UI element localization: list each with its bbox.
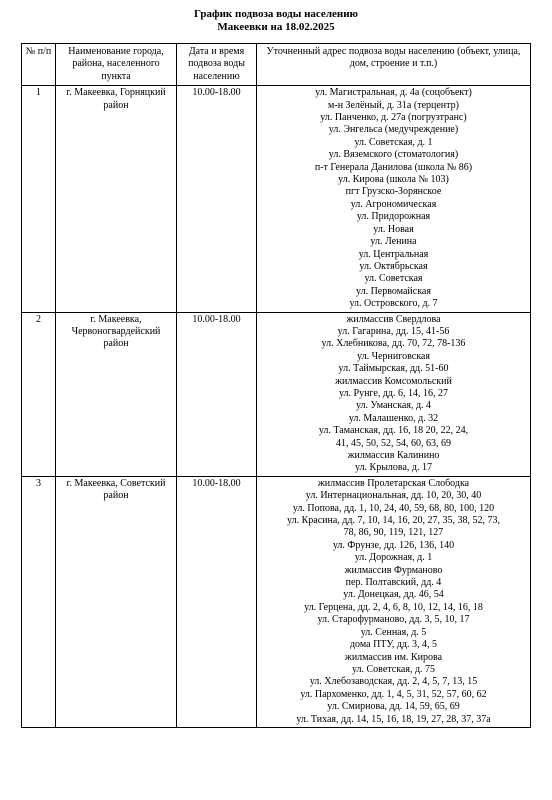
address-line: ул. Интернациональная, дд. 10, 20, 30, 40 <box>305 490 482 502</box>
header-district: Наименование города, района, населенного пункта <box>56 44 177 86</box>
address-line: ул. Уманская, д. 4 <box>355 400 432 412</box>
address-line: ул. Советская <box>364 273 423 285</box>
address-line: ул. Первомайская <box>356 285 431 297</box>
address-line: ул. Ленина <box>370 236 417 248</box>
row-number <box>22 312 56 476</box>
header-num: № п/п <box>22 44 56 86</box>
row-datetime-text: 10.00-18.00 <box>192 477 241 489</box>
address-line: ул. Красина, дд. 7, 10, 14, 16, 20, 27, 35, 38, 52, 73, <box>287 515 500 527</box>
address-line: ул. Хлебозаводская, дд. 2, 4, 5, 7, 13, 15 <box>309 676 478 688</box>
row-district-text: г. Макеевка, Советский район <box>66 477 166 502</box>
row-district <box>56 476 177 727</box>
address-line: ул. Малашенко, д. 32 <box>348 412 439 424</box>
address-line: ул. Вяземского (стоматология) <box>328 149 459 161</box>
address-line: п-т Генерала Данилова (школа № 86) <box>314 161 473 173</box>
address-line: жилмассив Свердлова <box>346 313 441 325</box>
row-addresses <box>257 86 531 312</box>
row-district-text: г. Макеевка, Горняцкий район <box>66 87 166 111</box>
row-number <box>22 476 56 727</box>
address-line: ул. Хлебникова, дд. 70, 72, 78-136 <box>321 338 466 350</box>
address-line: ул. Попова, дд. 1, 10, 24, 40, 59, 68, 80, 100, 120 <box>292 502 495 514</box>
schedule-table <box>21 43 531 728</box>
row-number-text: 3 <box>36 477 41 489</box>
address-line: ул. Энгельса (медучреждение) <box>328 124 459 136</box>
table-row <box>22 86 531 312</box>
address-line: жилмассив Пролетарская Слободка <box>317 477 470 489</box>
address-line: ул. Таймырская, дд. 51-60 <box>338 363 449 375</box>
address-line: жилмассив Калинино <box>347 450 440 461</box>
address-line: ул. Островского, д. 7 <box>349 298 438 310</box>
row-district <box>56 86 177 312</box>
address-line: ул. Старофурманово, дд. 3, 5, 10, 17 <box>317 614 470 626</box>
address-line: ул. Магистральная, д. 4а (соцобъект) <box>315 87 472 99</box>
address-line: 78, 86, 90, 119, 121, 127 <box>343 527 444 539</box>
address-line: жилмассив им. Кирова <box>344 651 443 663</box>
row-datetime-text: 10.00-18.00 <box>192 87 241 99</box>
address-line: ул. Агрономическая <box>350 198 437 210</box>
row-datetime <box>177 86 257 312</box>
address-line: ул. Кирова (школа № 103) <box>338 174 449 186</box>
address-line: ул. Гагарина, дд. 15, 41-56 <box>337 325 450 337</box>
address-line: ул. Октябрьская <box>359 260 428 272</box>
document-title <box>0 8 552 33</box>
address-line: ул. Придорожная <box>356 211 431 223</box>
address-line: ул. Пархоменко, дд. 1, 4, 5, 31, 52, 57, 60, 62 <box>300 688 487 700</box>
header-datetime: Дата и время подвоза воды населению <box>177 44 257 86</box>
address-line: ул. Тихая, дд. 14, 15, 16, 18, 19, 27, 28, 37, 37а <box>296 713 491 725</box>
row-number-text: 1 <box>36 87 41 99</box>
row-district <box>56 312 177 476</box>
address-line: ул. Центральная <box>358 248 429 260</box>
address-line: ул. Советская, д. 1 <box>354 136 433 148</box>
row-addresses <box>257 312 531 476</box>
address-line: пгт Грузско-Зорянское <box>345 186 442 198</box>
table-header-row <box>22 44 531 86</box>
table-row <box>22 312 531 476</box>
address-line: ул. Герцена, дд. 2, 4, 6, 8, 10, 12, 14, 16, 18 <box>304 601 483 613</box>
address-line: дома ПТУ, дд. 3, 4, 5 <box>349 639 438 651</box>
title-line-1: График подвоза воды населению <box>194 8 358 20</box>
address-line: ул. Черниговская <box>357 350 430 362</box>
address-line: ул. Новая <box>373 223 414 235</box>
address-line: ул. Дорожная, д. 1 <box>354 552 433 564</box>
address-line: ул. Сенная, д. 5 <box>360 626 427 638</box>
address-line: ул. Советская, д. 75 <box>351 663 436 675</box>
table-body <box>22 86 531 728</box>
title-line-2: Макеевки на 18.02.2025 <box>217 20 335 33</box>
address-line: ул. Донецкая, дд. 46, 54 <box>343 589 444 601</box>
row-datetime <box>177 312 257 476</box>
address-line: ул. Фрунзе, дд. 126, 136, 140 <box>332 539 455 551</box>
address-line: ул. Рунге, дд. 6, 14, 16, 27 <box>338 387 449 399</box>
address-line: ул. Таманская, дд. 16, 18 20, 22, 24, <box>318 425 469 437</box>
address-line: м-н Зелёный, д. 31а (терцентр) <box>328 99 459 111</box>
address-line: пер. Полтавский, дд. 4 <box>345 577 442 589</box>
row-datetime <box>177 476 257 727</box>
row-number <box>22 86 56 312</box>
row-number-text: 2 <box>36 313 41 325</box>
table-row <box>22 476 531 727</box>
row-addresses <box>257 476 531 727</box>
row-district-text: г. Макеевка, Червоногвардейский район <box>71 313 161 350</box>
address-line: ул. Панченко, д. 27а (погрузтранс) <box>320 112 467 124</box>
address-line: ул. Крылова, д. 17 <box>354 462 433 474</box>
header-address: Уточненный адрес подвоза воды населению (объект, улица, дом, строение и т.п.) <box>257 44 531 86</box>
address-line: ул. Смирнова, дд. 14, 59, 65, 69 <box>327 701 460 713</box>
row-datetime-text: 10.00-18.00 <box>192 313 241 325</box>
address-line: жилмассив Комсомольский <box>335 375 452 387</box>
address-line: жилмассив Фурманово <box>344 564 443 576</box>
address-line: 41, 45, 50, 52, 54, 60, 63, 69 <box>336 437 451 449</box>
